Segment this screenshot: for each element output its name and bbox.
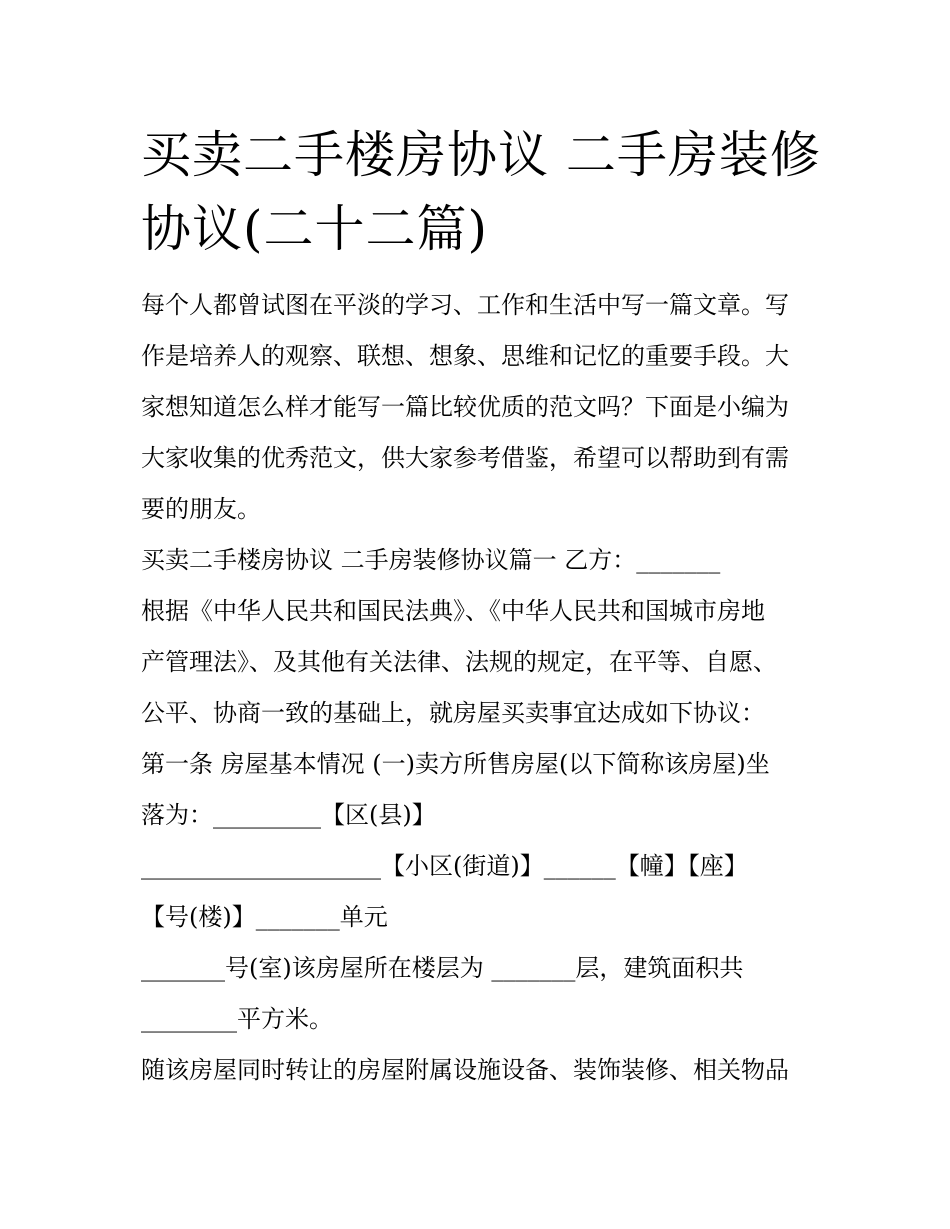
body-line: 随该房屋同时转让的房屋附属设施设备、装饰装修、相关物品: [141, 1056, 789, 1084]
body-line: 产管理法》、及其他有关法律、法规的规定，在平等、自愿、: [141, 648, 777, 676]
document-body: [141, 280, 821, 1096]
address-line: ____________________【小区(街道)】______【幢】【座】: [141, 852, 748, 880]
document-title: 买卖二手楼房协议 二手房装修 协议(二十二篇): [141, 126, 821, 258]
address-line: 落为：_________【区(县)】: [141, 801, 436, 829]
body-line: 每个人都曾试图在平淡的学习、工作和生活中写一篇文章。写: [141, 291, 789, 319]
body-line: 公平、协商一致的基础上，就房屋买卖事宜达成如下协议：: [141, 699, 765, 727]
article-line: 第一条 房屋基本情况 (一)卖方所售房屋(以下简称该房屋)坐: [141, 750, 770, 778]
body-line: 家想知道怎么样才能写一篇比较优质的范文吗？下面是小编为: [141, 393, 789, 421]
floor-area-line: ________平方米。: [141, 1005, 333, 1033]
floor-area-line: _______号(室)该房屋所在楼层为 _______层，建筑面积共: [141, 954, 744, 982]
address-line: 【号(楼)】_______单元: [141, 903, 388, 931]
body-line: 根据《中华人民共和国民法典》、《中华人民共和国城市房地: [141, 597, 765, 625]
section-heading-line: 买卖二手楼房协议 二手房装修协议篇一 乙方：_______: [141, 546, 721, 574]
body-line: 大家收集的优秀范文，供大家参考借鉴，希望可以帮助到有需: [141, 444, 789, 472]
body-line: 要的朋友。: [141, 495, 261, 523]
body-line: 作是培养人的观察、联想、想象、思维和记忆的重要手段。大: [141, 342, 789, 370]
